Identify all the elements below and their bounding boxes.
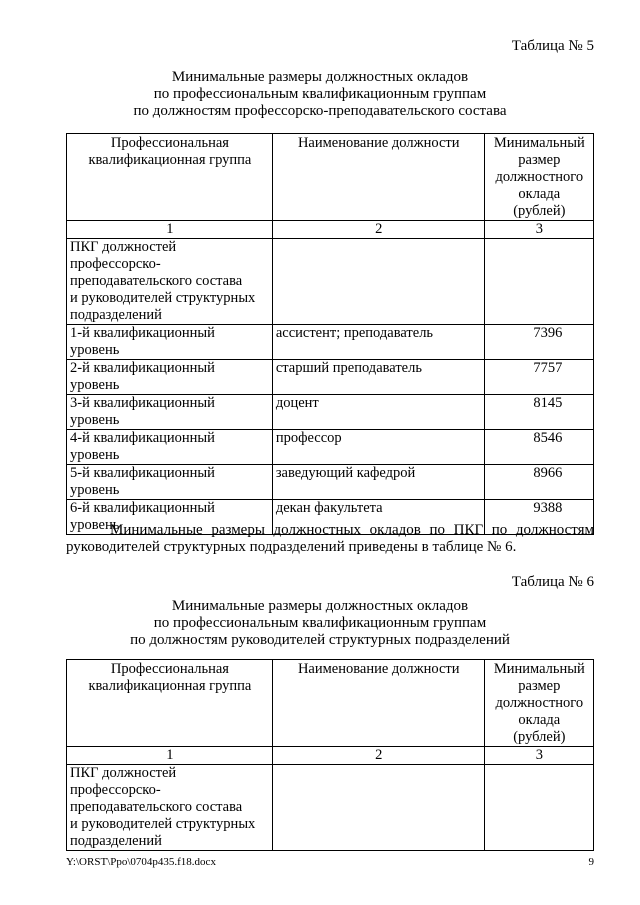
table5-colnum-row bbox=[67, 221, 594, 239]
level-cell bbox=[67, 465, 273, 500]
footer-file-path: Y:\ORST\Ppo\0704p435.f18.docx bbox=[66, 856, 216, 868]
table6-header-position bbox=[272, 660, 484, 747]
table6-heading-line: по профессиональным квалификационным группам bbox=[153, 615, 487, 631]
header-line: оклада bbox=[518, 712, 561, 728]
group-line: подразделений bbox=[70, 307, 162, 323]
position-cell: профессор bbox=[272, 430, 484, 465]
table6 bbox=[66, 659, 594, 851]
position-cell: декан факультета bbox=[272, 500, 484, 535]
table-row bbox=[67, 395, 594, 430]
table6-group-row bbox=[67, 765, 594, 851]
level-line: уровень bbox=[70, 377, 120, 393]
group-line: ПКГ должностей bbox=[70, 765, 177, 781]
colnum-cell: 1 bbox=[67, 221, 273, 239]
header-line: Наименование должности bbox=[297, 661, 460, 677]
empty-cell bbox=[484, 239, 593, 325]
header-line: Профессиональная bbox=[110, 661, 229, 677]
table5-header-row bbox=[67, 134, 594, 221]
header-line: должностного bbox=[495, 169, 584, 185]
colnum-cell: 3 bbox=[484, 747, 593, 765]
colnum-cell: 2 bbox=[272, 747, 484, 765]
body-paragraph: Минимальные размеры должностных окладов по ПКГ по должностям руководителей структурных подразделений приведены в таблице № 6. bbox=[66, 522, 594, 555]
footer-page-number: 9 bbox=[588, 856, 594, 868]
salary-cell: 8546 bbox=[484, 430, 593, 465]
salary-cell: 8966 bbox=[484, 465, 593, 500]
table6-header-group bbox=[67, 660, 273, 747]
header-line: (рублей) bbox=[513, 203, 566, 219]
position-cell: старший преподаватель bbox=[272, 360, 484, 395]
table6-heading bbox=[0, 598, 640, 649]
salary-cell: 8145 bbox=[484, 395, 593, 430]
table5-group-row bbox=[67, 239, 594, 325]
empty-cell bbox=[272, 765, 484, 851]
table-row bbox=[67, 430, 594, 465]
header-line: Минимальный bbox=[493, 661, 585, 677]
table5-header-group bbox=[67, 134, 273, 221]
table5-heading-line: Минимальные размеры должностных окладов bbox=[171, 69, 469, 85]
group-line: преподавательского состава bbox=[70, 273, 243, 289]
position-cell: доцент bbox=[272, 395, 484, 430]
empty-cell bbox=[272, 239, 484, 325]
level-line: уровень bbox=[70, 482, 120, 498]
table6-heading-line: по должностям руководителей структурных подразделений bbox=[130, 632, 510, 648]
level-cell bbox=[67, 395, 273, 430]
salary-cell: 9388 bbox=[484, 500, 593, 535]
salary-cell: 7757 bbox=[484, 360, 593, 395]
table-row bbox=[67, 360, 594, 395]
level-line: уровень bbox=[70, 447, 120, 463]
table6-header-row bbox=[67, 660, 594, 747]
table-row bbox=[67, 465, 594, 500]
table5-heading bbox=[0, 69, 640, 120]
position-cell: ассистент; преподаватель bbox=[272, 325, 484, 360]
header-line: Наименование должности bbox=[297, 135, 460, 151]
table-row bbox=[67, 325, 594, 360]
header-line: Профессиональная bbox=[110, 135, 229, 151]
colnum-cell: 2 bbox=[272, 221, 484, 239]
level-line: уровень bbox=[70, 517, 120, 533]
group-line: ПКГ должностей bbox=[70, 239, 177, 255]
table5 bbox=[66, 133, 594, 535]
group-line: преподавательского состава bbox=[70, 799, 243, 815]
level-cell bbox=[67, 360, 273, 395]
header-line: должностного bbox=[495, 695, 584, 711]
level-line: 5-й квалификационный bbox=[70, 465, 215, 481]
table5-header-salary bbox=[484, 134, 593, 221]
level-line: уровень bbox=[70, 342, 120, 358]
level-line: 6-й квалификационный bbox=[70, 500, 215, 516]
table5-heading-line: по профессиональным квалификационным группам bbox=[153, 86, 487, 102]
table6-colnum-row bbox=[67, 747, 594, 765]
level-cell bbox=[67, 325, 273, 360]
header-line: оклада bbox=[518, 186, 561, 202]
header-line: (рублей) bbox=[513, 729, 566, 745]
level-line: 1-й квалификационный bbox=[70, 325, 215, 341]
colnum-cell: 1 bbox=[67, 747, 273, 765]
group-cell bbox=[67, 239, 273, 325]
group-line: профессорско- bbox=[70, 256, 161, 272]
level-line: 4-й квалификационный bbox=[70, 430, 215, 446]
group-line: и руководителей структурных bbox=[70, 290, 256, 306]
group-line: профессорско- bbox=[70, 782, 161, 798]
header-line: квалификационная группа bbox=[88, 678, 252, 694]
table5-heading-line: по должностям профессорско-преподавательского состава bbox=[133, 103, 507, 119]
colnum-cell: 3 bbox=[484, 221, 593, 239]
header-line: размер bbox=[518, 678, 561, 694]
level-line: 2-й квалификационный bbox=[70, 360, 215, 376]
table6-header-salary bbox=[484, 660, 593, 747]
level-cell bbox=[67, 430, 273, 465]
table5-header-position bbox=[272, 134, 484, 221]
header-line: квалификационная группа bbox=[88, 152, 252, 168]
salary-cell: 7396 bbox=[484, 325, 593, 360]
group-line: и руководителей структурных bbox=[70, 816, 256, 832]
group-line: подразделений bbox=[70, 833, 162, 849]
table5-number: Таблица № 5 bbox=[511, 38, 594, 54]
table6-number: Таблица № 6 bbox=[511, 574, 594, 590]
header-line: размер bbox=[518, 152, 561, 168]
table6-heading-line: Минимальные размеры должностных окладов bbox=[171, 598, 469, 614]
position-cell: заведующий кафедрой bbox=[272, 465, 484, 500]
level-line: уровень bbox=[70, 412, 120, 428]
header-line: Минимальный bbox=[493, 135, 585, 151]
level-line: 3-й квалификационный bbox=[70, 395, 215, 411]
empty-cell bbox=[484, 765, 593, 851]
group-cell bbox=[67, 765, 273, 851]
